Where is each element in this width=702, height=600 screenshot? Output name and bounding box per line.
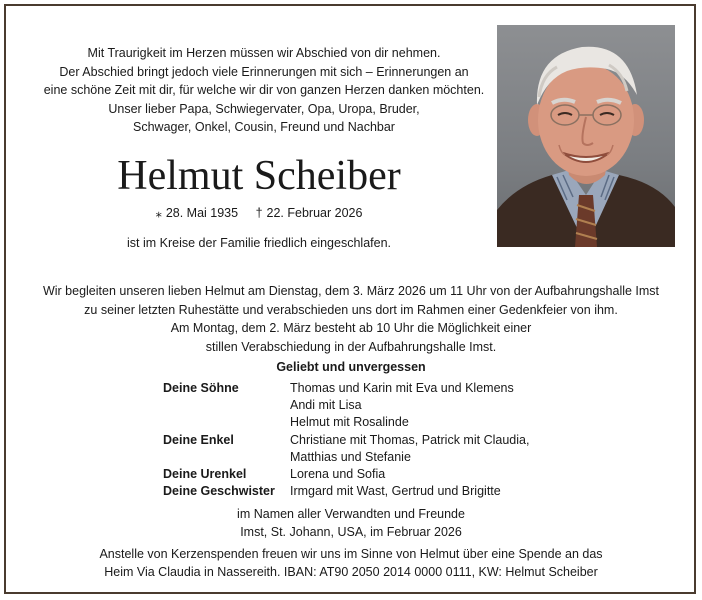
mourner-role: Deine Söhne: [163, 381, 239, 395]
closing-line: im Namen aller Verwandten und Freunde: [237, 507, 465, 521]
birth-symbol: ⁎: [155, 206, 162, 220]
mourner-group: [163, 432, 583, 466]
donation-line: Heim Via Claudia in Nassereith. IBAN: AT90 2050 2014 0000 0111, KW: Helmut Scheiber: [104, 565, 598, 579]
ceremony-line: zu seiner letzten Ruhestätte und verabschieden uns dort im Rahmen einer Gedenkfeier von ihm.: [84, 302, 618, 317]
portrait-photo: [497, 25, 675, 247]
mourner-group: [163, 380, 583, 432]
death-symbol: †: [255, 206, 263, 220]
closing-text: [10, 506, 692, 541]
closing-line: Imst, St. Johann, USA, im Februar 2026: [240, 524, 462, 539]
ceremony-line: stillen Verabschiedung in der Aufbahrungshalle Imst.: [205, 339, 497, 354]
mourner-role: Deine Urenkel: [163, 467, 247, 482]
deceased-name: Helmut Scheiber: [117, 153, 401, 199]
mourner-role: Deine Geschwister: [163, 484, 275, 499]
mourner-group: [163, 466, 583, 483]
mourner-name: Helmut mit Rosalinde: [290, 415, 409, 430]
donation-text: [10, 545, 692, 581]
portrait-illustration: [497, 25, 675, 247]
motto: Geliebt und unvergessen: [276, 360, 426, 374]
mourner-name: Lorena und Sofia: [290, 467, 386, 482]
intro-text: [14, 44, 514, 137]
ceremony-line: Am Montag, dem 2. März besteht ab 10 Uhr die Möglichkeit einer: [170, 321, 532, 335]
mourner-group: [163, 483, 583, 500]
life-dates: [14, 204, 504, 222]
mourner-name: Thomas und Karin mit Eva und Klemens: [290, 381, 514, 395]
mourner-name: Irmgard mit Wast, Gertrud und Brigitte: [290, 484, 501, 499]
donation-line: Anstelle von Kerzenspenden freuen wir uns im Sinne von Helmut über eine Spende an das: [99, 547, 603, 561]
mourner-name: Christiane mit Thomas, Patrick mit Claudia,: [290, 432, 530, 447]
intro-line: eine schöne Zeit mit dir, für welche wir dir von ganzen Herzen danken möchten.: [43, 83, 485, 97]
mourner-name: Matthias und Stefanie: [290, 449, 411, 464]
intro-line: Mit Traurigkeit im Herzen müssen wir Abschied von dir nehmen.: [87, 46, 441, 60]
ceremony-line: Wir begleiten unseren lieben Helmut am Dienstag, dem 3. März 2026 um 11 Uhr von der Aufbahrungshalle Imst: [42, 284, 660, 298]
passing-text: ist im Kreise der Familie friedlich eingeschlafen.: [127, 236, 391, 250]
intro-line: Unser lieber Papa, Schwiegervater, Opa, Uropa, Bruder,: [108, 101, 420, 116]
mourner-role: Deine Enkel: [163, 432, 234, 447]
ceremony-text: [10, 282, 692, 356]
mourners-list: [163, 380, 583, 500]
birth-date: 28. Mai 1935: [165, 206, 239, 220]
intro-line: Schwager, Onkel, Cousin, Freund und Nachbar: [133, 120, 395, 134]
mourner-name: Andi mit Lisa: [290, 398, 362, 413]
intro-line: Der Abschied bringt jedoch viele Erinnerungen mit sich – Erinnerungen an: [59, 64, 469, 79]
death-date: 22. Februar 2026: [266, 206, 363, 220]
